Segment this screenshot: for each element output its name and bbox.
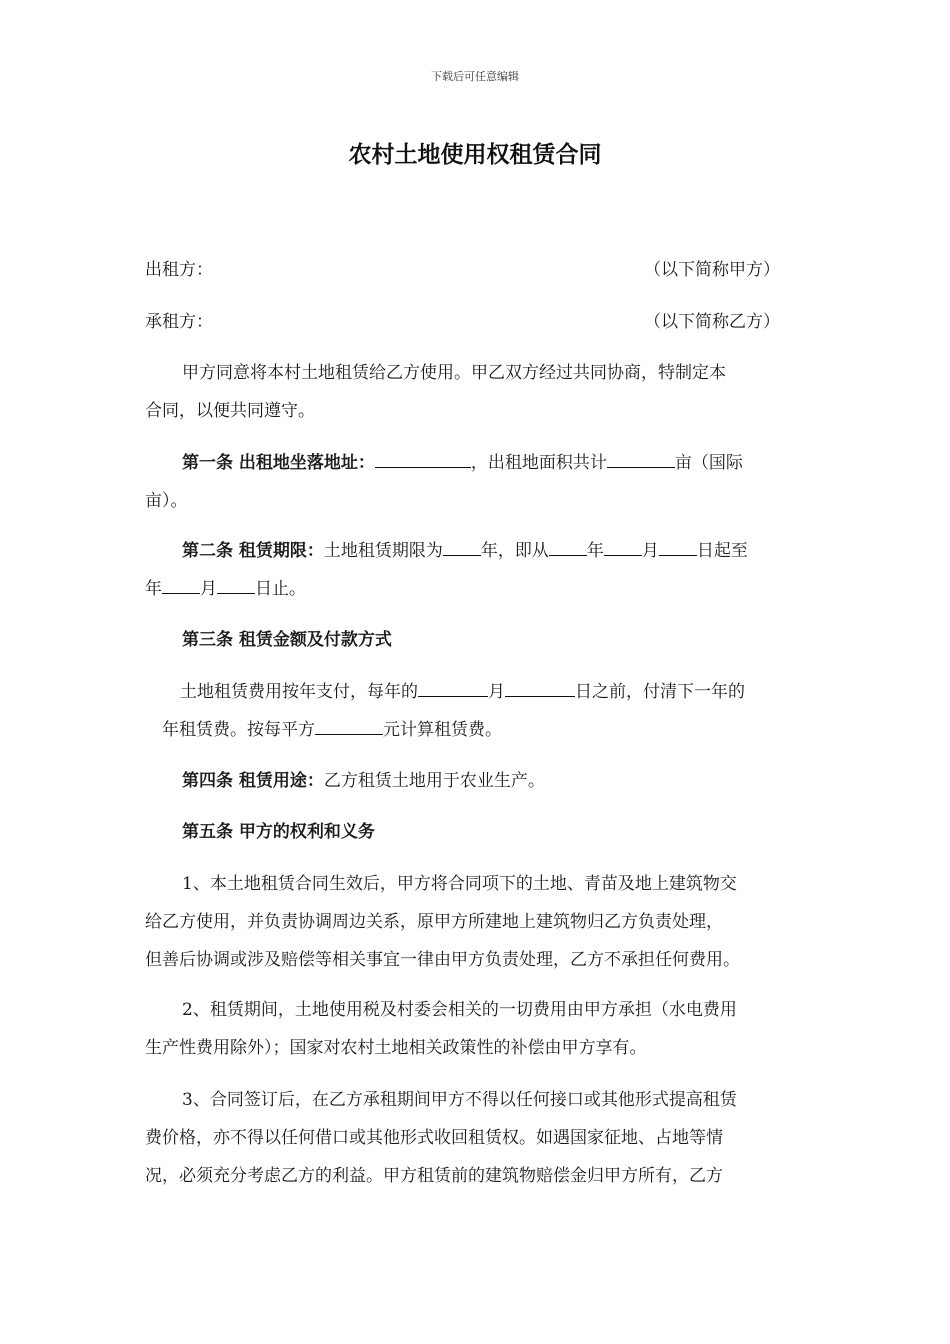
lessor-alias: （以下简称甲方） <box>644 260 780 280</box>
lessor-line <box>145 251 807 289</box>
article-3-text-4: 年租赁费。按每平方 <box>162 720 315 740</box>
article-2-heading: 第二条 租赁期限： <box>182 541 324 561</box>
area-blank <box>607 445 675 468</box>
article-5-clause-3 <box>145 1081 807 1195</box>
lessee-line <box>145 303 807 341</box>
article-2-text-3: 年 <box>586 541 604 561</box>
article-3-text: 土地租赁费用按年支付，每年的 <box>180 682 418 702</box>
article-2-text-6: 年 <box>145 579 162 599</box>
lessee-alias: （以下简称乙方） <box>644 312 780 332</box>
article-1-text-2: 亩（国际 <box>674 453 743 473</box>
article-3-heading-line <box>145 621 807 659</box>
article-2-text-5: 日起至 <box>696 541 748 561</box>
start-month-blank <box>604 533 642 556</box>
article-3-text-5: 元计算租赁费。 <box>383 720 502 740</box>
article-4-heading: 第四条 租赁用途： <box>182 771 324 791</box>
address-blank <box>375 445 471 468</box>
article-2-text-2: 年，即从 <box>480 541 549 561</box>
pay-day-blank <box>505 674 575 697</box>
lessee-label: 承租方： <box>145 312 213 332</box>
clause-1-line-1: 1、本土地租赁合同生效后，甲方将合同项下的土地、青苗及地上建筑物交 <box>182 874 737 894</box>
article-4 <box>145 762 807 800</box>
lessor-label: 出租方： <box>145 260 213 280</box>
article-2-text-8: 日止。 <box>255 579 306 599</box>
article-1-text: ，出租地面积共计 <box>470 453 607 473</box>
clause-3-line-1: 3、合同签订后，在乙方承租期间甲方不得以任何接口或其他形式提高租赁 <box>182 1090 737 1110</box>
end-day-blank <box>217 571 255 594</box>
clause-1-line-2: 给乙方使用，并负责协调周边关系，原甲方所建地上建筑物归乙方负责处理， <box>145 912 723 932</box>
header-note: 下载后可任意编辑 <box>431 70 519 83</box>
article-3-text-2: 月 <box>488 682 505 702</box>
term-years-blank <box>443 533 481 556</box>
article-1-line-2: 亩）。 <box>145 491 188 511</box>
article-1 <box>145 444 807 520</box>
clause-2-line-2: 生产性费用除外）；国家对农村土地相关政策性的补偿由甲方享有。 <box>145 1038 647 1058</box>
article-3-text-3: 日之前，付清下一年的 <box>575 682 745 702</box>
article-1-heading: 第一条 出租地坐落地址： <box>182 453 375 473</box>
price-blank <box>315 712 383 735</box>
article-2-text-7: 月 <box>200 579 217 599</box>
end-month-blank <box>162 571 200 594</box>
start-year-blank <box>549 533 587 556</box>
document-title: 农村土地使用权租赁合同 <box>348 142 602 168</box>
clause-3-line-3: 况，必须充分考虑乙方的利益。甲方租赁前的建筑物赔偿金归甲方所有，乙方 <box>145 1166 723 1186</box>
article-4-body: 乙方租赁土地用于农业生产。 <box>323 771 545 791</box>
article-2-text-4: 月 <box>641 541 659 561</box>
article-3-body <box>145 673 807 749</box>
intro-line-1: 甲方同意将本村土地租赁给乙方使用。甲乙双方经过共同协商，特制定本 <box>182 363 726 383</box>
article-5-clause-2 <box>145 991 807 1067</box>
article-2-text: 土地租赁期限为 <box>323 541 443 561</box>
clause-3-line-2: 费价格，亦不得以任何借口或其他形式收回租赁权。如遇国家征地、占地等情 <box>145 1128 723 1148</box>
intro-paragraph <box>145 354 807 430</box>
article-3-heading: 第三条 租赁金额及付款方式 <box>182 630 392 650</box>
clause-1-line-3: 但善后协调或涉及赔偿等相关事宜一律由甲方负责处理，乙方不承担任何费用。 <box>145 950 740 970</box>
article-5-heading-line <box>145 813 807 851</box>
article-5-clause-1 <box>145 865 807 979</box>
pay-month-blank <box>418 674 488 697</box>
clause-2-line-1: 2、租赁期间，土地使用税及村委会相关的一切费用由甲方承担（水电费用 <box>182 1000 737 1020</box>
intro-line-2: 合同，以便共同遵守。 <box>145 401 315 421</box>
article-2 <box>145 532 807 608</box>
start-day-blank <box>659 533 697 556</box>
article-5-heading: 第五条 甲方的权利和义务 <box>182 822 375 842</box>
